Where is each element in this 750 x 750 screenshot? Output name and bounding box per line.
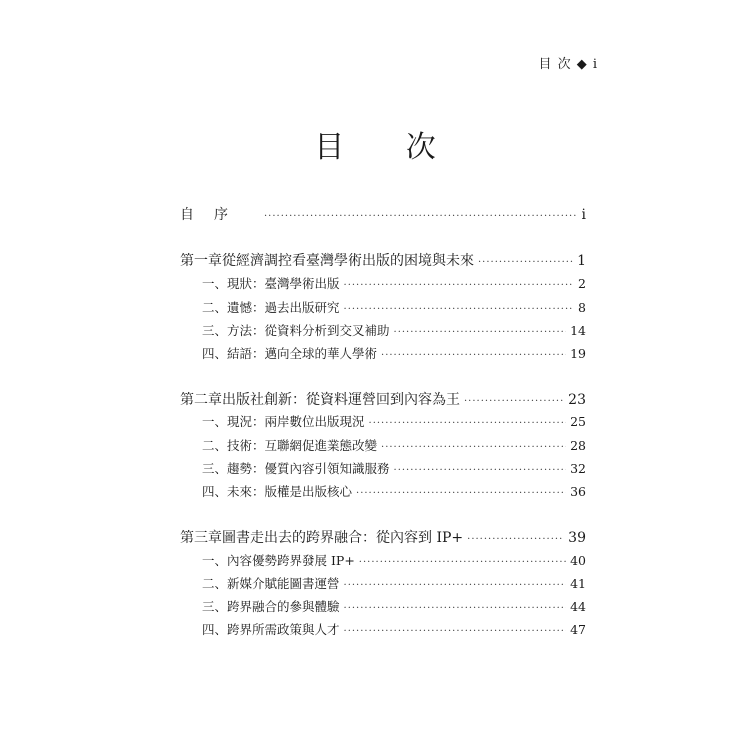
toc-chapter-1[interactable] <box>180 250 586 270</box>
toc-chapter-2[interactable] <box>180 389 586 409</box>
page-number: 32 <box>570 461 586 476</box>
chapter-number: 第二章 <box>180 392 222 408</box>
page-number: 28 <box>570 438 586 453</box>
page-number: 2 <box>578 276 586 291</box>
section-title: 四、跨界所需政策與人才 <box>202 622 340 637</box>
running-header: 目 次 ◆ i <box>538 57 598 72</box>
toc-section[interactable] <box>180 298 586 318</box>
dot-leader <box>344 304 575 315</box>
page-title: 目 次 <box>314 130 462 165</box>
section-title: 三、跨界融合的參與體驗 <box>202 599 340 614</box>
dot-leader <box>381 442 566 453</box>
toc-section[interactable] <box>180 321 586 341</box>
section-title: 四、結語：邁向全球的華人學術 <box>202 346 378 361</box>
page-number: 14 <box>570 323 586 338</box>
page-number: 41 <box>570 576 586 591</box>
page-number: 1 <box>577 253 586 269</box>
dot-leader <box>369 418 567 429</box>
toc-section[interactable] <box>180 551 586 571</box>
dot-leader <box>264 211 578 222</box>
toc-preface[interactable] <box>180 204 586 224</box>
dot-leader <box>344 603 567 614</box>
chapter-title: 出版社創新：從資料運營回到內容為王 <box>222 392 460 408</box>
page-number: 25 <box>570 414 586 429</box>
toc-section[interactable] <box>180 597 586 617</box>
toc-section[interactable] <box>180 620 586 640</box>
section-title: 三、趨勢：優質內容引領知識服務 <box>202 461 390 476</box>
section-title: 一、現況：兩岸數位出版現況 <box>202 414 365 429</box>
dot-leader <box>394 465 567 476</box>
toc-section[interactable] <box>180 412 586 432</box>
page-number: 39 <box>568 530 586 546</box>
dot-leader <box>344 580 567 591</box>
section-title: 一、現狀：臺灣學術出版 <box>202 276 340 291</box>
page-number: 40 <box>570 553 586 568</box>
section-title: 二、遺憾：過去出版研究 <box>202 300 340 315</box>
chapter-title: 圖書走出去的跨界融合：從內容到 IP+ <box>222 530 464 546</box>
chapter-title: 從經濟調控看臺灣學術出版的困境與未來 <box>222 253 474 269</box>
section-title: 四、未來：版權是出版核心 <box>202 484 353 499</box>
page-number: 8 <box>578 300 586 315</box>
page-number: 23 <box>568 392 586 408</box>
dot-leader <box>381 350 566 361</box>
page-number: 19 <box>570 346 586 361</box>
page-number: 36 <box>570 484 586 499</box>
toc-section[interactable] <box>180 574 586 594</box>
page-number: i <box>581 207 586 223</box>
preface-label: 自序 <box>180 207 248 223</box>
toc-section[interactable] <box>180 274 586 294</box>
page-number: 44 <box>570 599 586 614</box>
dot-leader <box>356 488 566 499</box>
dot-leader <box>344 280 575 291</box>
dot-leader <box>344 626 567 637</box>
dot-leader <box>467 534 564 545</box>
section-title: 二、技術：互聯網促進業態改變 <box>202 438 378 453</box>
dot-leader <box>478 257 573 268</box>
chapter-number: 第一章 <box>180 253 222 269</box>
dot-leader <box>359 557 566 568</box>
section-title: 一、內容優勢跨界發展 IP+ <box>202 553 355 568</box>
toc-chapter-3[interactable] <box>180 527 586 547</box>
dot-leader <box>464 396 564 407</box>
page-number: 47 <box>570 622 586 637</box>
dot-leader <box>394 327 567 338</box>
toc-section[interactable] <box>180 482 586 502</box>
toc-section[interactable] <box>180 436 586 456</box>
toc-section[interactable] <box>180 459 586 479</box>
chapter-number: 第三章 <box>180 530 222 546</box>
section-title: 三、方法：從資料分析到交叉補助 <box>202 323 390 338</box>
toc-section[interactable] <box>180 344 586 364</box>
section-title: 二、新媒介賦能圖書運營 <box>202 576 340 591</box>
